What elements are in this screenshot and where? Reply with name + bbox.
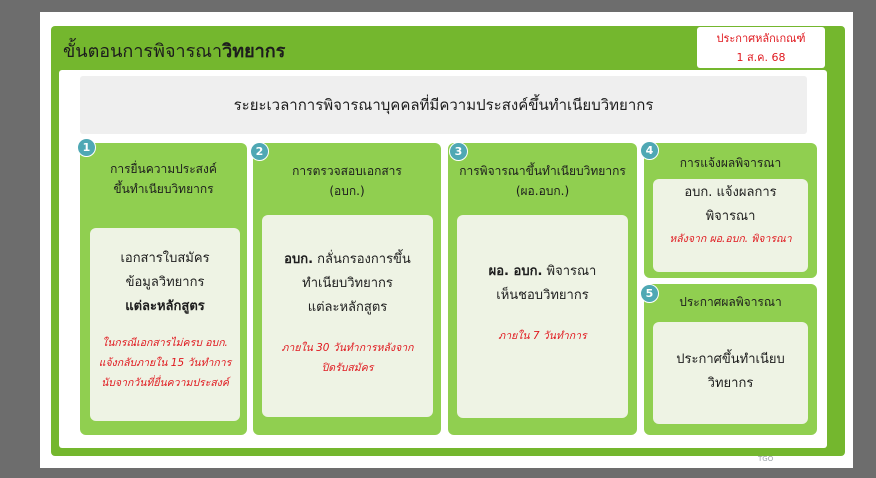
step-2-main-line-1 [262, 248, 433, 272]
step-1-note-line-2: แจ้งกลับภายใน 15 วันทำการ [98, 357, 232, 369]
step-4-main [653, 181, 808, 229]
footer-logo-text: TGO [758, 455, 774, 463]
step-1-title-line-2: ขึ้นทำเนียบวิทยากร [113, 182, 214, 196]
step-1-column [80, 143, 247, 435]
step-1-note-line-1: ในกรณีเอกสารไม่ครบ อบก. [102, 337, 228, 349]
step-3-main-line-1 [457, 260, 628, 284]
step-5-title [644, 292, 817, 312]
step-1-main-line-2: ข้อมูลวิทยากร [125, 275, 205, 290]
step-3-main-bold: ผอ. อบก. [488, 264, 543, 279]
step-1-title-line-1: การยื่นความประสงค์ [110, 162, 217, 176]
step-2-main-bold: อบก. [284, 252, 314, 267]
section-heading: ระยะเวลาการพิจารณาบุคคลที่มีความประสงค์ขึ้นทำเนียบวิทยากร [80, 76, 807, 134]
step-1-number-badge: 1 [77, 138, 96, 157]
step-3-main [457, 260, 628, 308]
step-5-column [644, 284, 817, 435]
badge-line-1: ประกาศหลักเกณฑ์ [716, 32, 806, 45]
step-2-main-line-3: แต่ละหลักสูตร [307, 300, 388, 315]
step-3-main-line-1-rest: พิจารณา [542, 264, 597, 279]
step-1-card [90, 228, 240, 421]
step-4-title-line-1: การแจ้งผลพิจารณา [679, 156, 782, 170]
step-1-main-line-1: เอกสารใบสมัคร [120, 251, 210, 266]
step-4-title [644, 153, 817, 173]
step-1-note-line-3: นับจากวันที่ยื่นความประสงค์ [101, 377, 229, 389]
step-3-card [457, 215, 628, 418]
step-4-note [653, 229, 808, 249]
page-title [63, 36, 285, 65]
step-1-main-line-3: แต่ละหลักสูตร [125, 299, 205, 314]
step-5-main-line-2: วิทยากร [707, 376, 754, 391]
step-3-number-badge: 3 [449, 142, 468, 161]
step-2-column [253, 143, 441, 435]
step-2-note-line-2: ปิดรับสมัคร [321, 362, 374, 374]
step-5-title-line-1: ประกาศผลพิจารณา [679, 295, 782, 309]
step-4-note-line-1: หลังจาก ผอ.อบก. พิจารณา [669, 233, 792, 245]
step-2-main [262, 248, 433, 320]
step-3-title-line-2: (ผอ.อบก.) [515, 184, 570, 198]
step-4-main-line-1: อบก. แจ้งผลการ [684, 185, 777, 200]
step-3-note [457, 326, 628, 346]
step-3-note-line-1: ภายใน 7 วันทำการ [498, 330, 587, 342]
step-5-main-line-1: ประกาศขึ้นทำเนียบ [676, 352, 785, 367]
step-2-main-line-1-rest: กลั่นกรองการขึ้น [313, 252, 411, 267]
step-4-card [653, 179, 808, 272]
step-3-title-line-1: การพิจารณาขึ้นทำเนียบวิทยากร [459, 164, 626, 178]
title-emphasis: วิทยากร [222, 41, 286, 62]
step-5-number-badge: 5 [640, 284, 659, 303]
step-3-main-line-2: เห็นชอบวิทยากร [496, 288, 589, 303]
announcement-badge [697, 27, 825, 68]
step-2-title-line-1: การตรวจสอบเอกสาร [292, 164, 402, 178]
step-1-note [90, 333, 240, 393]
step-2-title-line-2: (อบก.) [329, 184, 365, 198]
title-prefix: ขั้นตอนการพิจารณา [63, 41, 223, 62]
step-4-column [644, 143, 817, 278]
step-2-note [262, 338, 433, 378]
step-2-card [262, 215, 433, 417]
step-3-title [448, 161, 637, 201]
step-4-number-badge: 4 [640, 141, 659, 160]
step-3-column [448, 143, 637, 435]
step-4-main-line-2: พิจารณา [705, 209, 756, 224]
step-1-title [80, 159, 247, 199]
step-5-card [653, 322, 808, 424]
badge-line-2: 1 ส.ค. 68 [736, 51, 786, 64]
step-2-title [253, 161, 441, 201]
step-2-note-line-1: ภายใน 30 วันทำการหลังจาก [281, 342, 414, 354]
step-1-main [90, 247, 240, 319]
step-2-main-line-2: ทำเนียบวิทยากร [302, 276, 393, 291]
step-2-number-badge: 2 [250, 142, 269, 161]
step-5-main [653, 348, 808, 396]
